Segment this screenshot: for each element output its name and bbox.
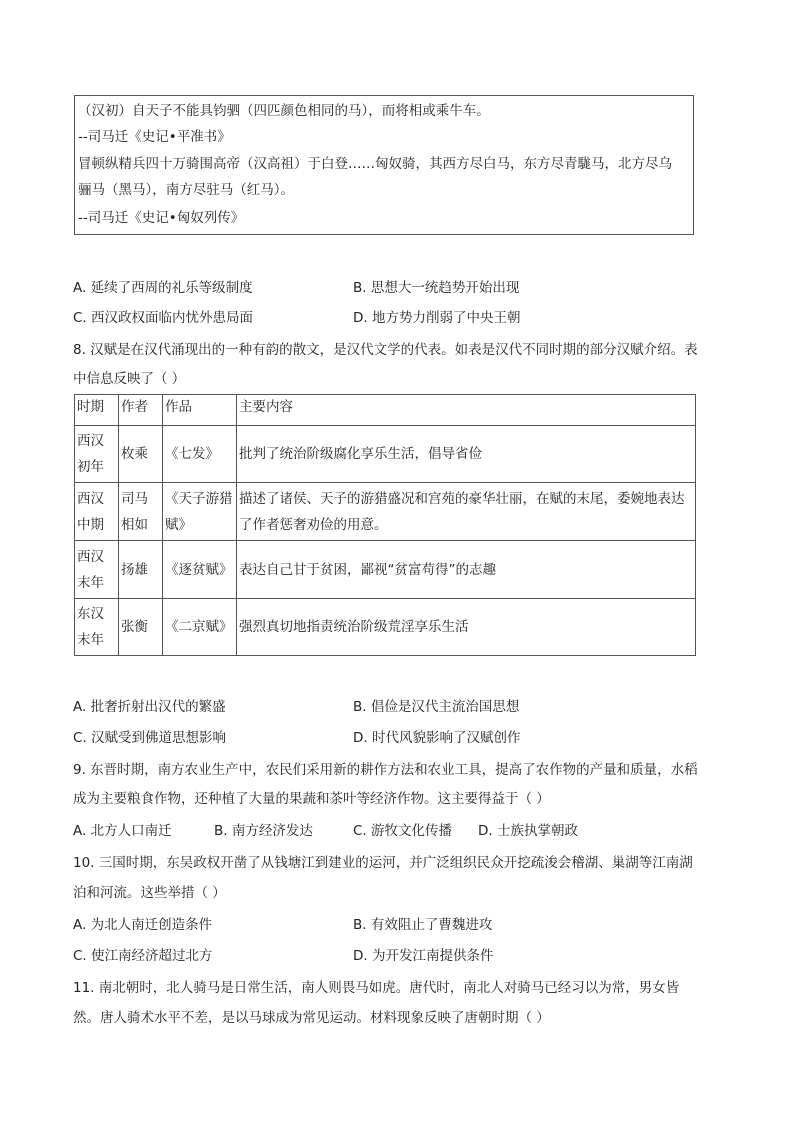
q9-stem-line2: 成为主要粮食作物，还种植了大量的果蔬和茶叶等经济作物。这主要得益于（ ） xyxy=(73,791,550,807)
q10-option-d: D. 为开发江南提供条件 xyxy=(353,948,494,964)
q9-option-b: B. 南方经济发达 xyxy=(214,823,313,839)
table-cell-author: 枚乘 xyxy=(119,426,163,483)
table-header-cell: 时期 xyxy=(75,395,119,426)
table-cell-work: 《二京赋》 xyxy=(163,599,237,656)
q11-stem-line1: 11. 南北朝时，北人骑马是日常生活，南人则畏马如虎。唐代时，南北人对骑马已经习以为常，男女皆 xyxy=(73,980,680,996)
hanfu-table xyxy=(74,394,696,656)
q8-option-b: B. 倡俭是汉代主流治国思想 xyxy=(353,699,520,715)
table-cell-period: 西汉末年 xyxy=(75,541,119,599)
table-cell-work: 《七发》 xyxy=(163,426,237,483)
q9-stem-line1: 9. 东晋时期，南方农业生产中，农民们采用新的耕作方法和农业工具，提高了农作物的产量和质量，水稻 xyxy=(73,762,698,778)
q11-stem-line2: 然。唐人骑术水平不差，是以马球成为常见运动。材料现象反映了唐朝时期（ ） xyxy=(73,1010,550,1026)
q9-option-a: A. 北方人口南迁 xyxy=(73,823,172,839)
material-source: --司马迁《史记•平准书》 xyxy=(78,129,231,145)
q7-option-a: A. 延续了西周的礼乐等级制度 xyxy=(73,280,253,296)
table-row xyxy=(75,599,696,656)
table-header-cell: 作者 xyxy=(119,395,163,426)
q10-option-a: A. 为北人南迁创造条件 xyxy=(73,917,213,933)
material-line: （汉初）自天子不能具钧驷（四匹颜色相同的马），而将相或乘牛车。 xyxy=(78,103,490,119)
table-cell-work: 《天子游猎赋》 xyxy=(163,483,237,541)
table-cell-content: 批判了统治阶级腐化享乐生活，倡导省俭 xyxy=(237,426,696,483)
material-box xyxy=(74,95,694,235)
q8-option-d: D. 时代风貌影响了汉赋创作 xyxy=(353,730,521,746)
q10-option-b: B. 有效阻止了曹魏进攻 xyxy=(353,917,493,933)
material-line: 骊马（黑马），南方尽驻马（红马）。 xyxy=(78,182,294,198)
table-cell-content: 强烈真切地指责统治阶级荒淫享乐生活 xyxy=(237,599,696,656)
q8-stem-line2: 中信息反映了（ ） xyxy=(73,371,186,387)
q10-stem-line1: 10. 三国时期，东吴政权开凿了从钱塘江到建业的运河，并广泛组织民众开挖疏浚会稽湖、巢湖等江南湖 xyxy=(73,855,693,871)
q7-option-d: D. 地方势力削弱了中央王朝 xyxy=(353,310,521,326)
q10-stem-line2: 泊和河流。这些举措（ ） xyxy=(73,885,226,901)
table-row xyxy=(75,541,696,599)
table-header-cell: 作品 xyxy=(163,395,237,426)
q8-stem-line1: 8. 汉赋是在汉代涌现出的一种有韵的散文，是汉代文学的代表。如表是汉代不同时期的部分汉赋介绍。表 xyxy=(73,342,698,358)
table-cell-period: 东汉末年 xyxy=(75,599,119,656)
q7-option-b: B. 思想大一统趋势开始出现 xyxy=(353,280,520,296)
table-cell-period: 西汉初年 xyxy=(75,426,119,483)
table-cell-author: 司马相如 xyxy=(119,483,163,541)
table-cell-period: 西汉中期 xyxy=(75,483,119,541)
table-cell-content: 描述了诸侯、天子的游猎盛况和宫苑的豪华壮丽，在赋的末尾，委婉地表达了作者惩奢劝俭的用意。 xyxy=(237,483,696,541)
table-cell-content: 表达自己甘于贫困，鄙视“贫富苟得”的志趣 xyxy=(237,541,696,599)
table-row xyxy=(75,483,696,541)
material-line: 冒顿纵精兵四十万骑围高帝（汉高祖）于白登……匈奴骑，其西方尽白马，东方尽青駹马，北方尽乌 xyxy=(78,156,672,172)
q9-option-d: D. 士族执掌朝政 xyxy=(478,823,578,839)
q8-option-c: C. 汉赋受到佛道思想影响 xyxy=(73,730,227,746)
table-cell-author: 扬雄 xyxy=(119,541,163,599)
table-header-row xyxy=(75,395,696,426)
table-row xyxy=(75,426,696,483)
table-cell-work: 《逐贫赋》 xyxy=(163,541,237,599)
q9-option-c: C. 游牧文化传播 xyxy=(353,823,453,839)
q8-option-a: A. 批奢折射出汉代的繁盛 xyxy=(73,699,226,715)
table-cell-author: 张衡 xyxy=(119,599,163,656)
q7-option-c: C. 西汉政权面临内忧外患局面 xyxy=(73,310,254,326)
q10-option-c: C. 使江南经济超过北方 xyxy=(73,948,213,964)
table-header-cell: 主要内容 xyxy=(237,395,696,426)
material-source: --司马迁《史记•匈奴列传》 xyxy=(78,210,245,226)
